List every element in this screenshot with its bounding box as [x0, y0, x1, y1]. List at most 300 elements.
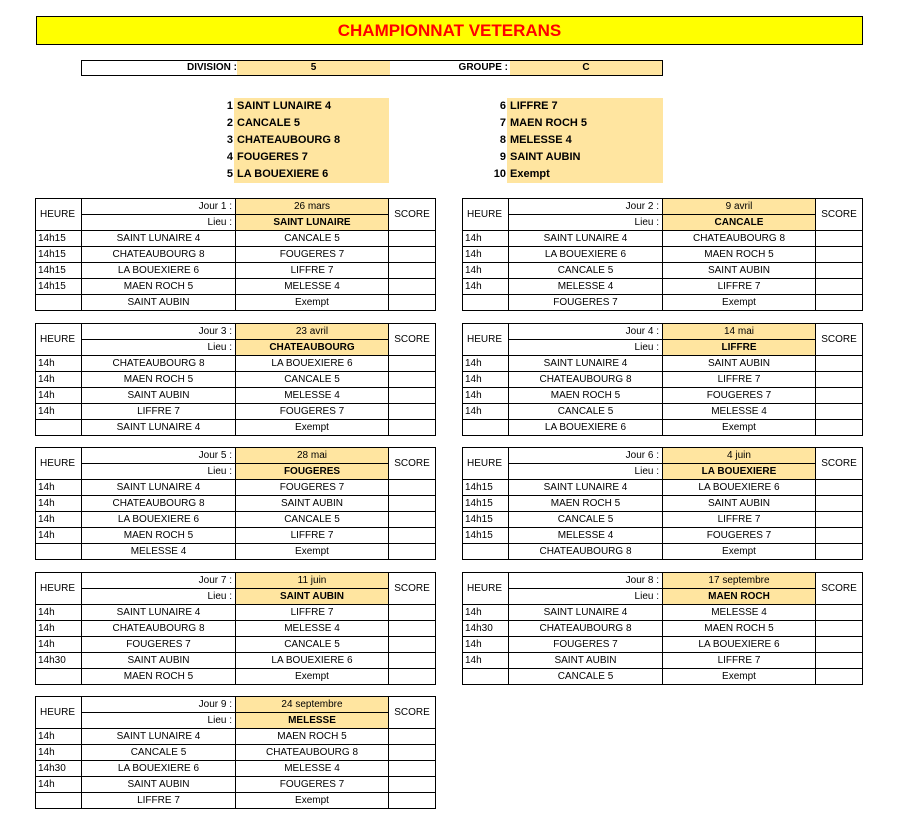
- match-home-team: LA BOUEXIERE 6: [82, 512, 236, 528]
- score-header: SCORE: [389, 573, 436, 605]
- match-time: 14h15: [36, 247, 82, 263]
- round-table-8: [462, 572, 863, 685]
- match-home-team: FOUGERES 7: [82, 637, 236, 653]
- match-time: [463, 669, 509, 685]
- match-row: [36, 420, 436, 436]
- match-row: [463, 669, 863, 685]
- match-home-team: SAINT LUNAIRE 4: [82, 605, 236, 621]
- match-score: [389, 729, 436, 745]
- match-score: [816, 263, 863, 279]
- team-name: MAEN ROCH 5: [507, 115, 663, 132]
- match-home-team: MAEN ROCH 5: [509, 496, 663, 512]
- heure-header: HEURE: [463, 324, 509, 356]
- match-score: [389, 605, 436, 621]
- groupe-value: C: [510, 61, 662, 75]
- match-away-team: SAINT AUBIN: [663, 496, 816, 512]
- round-date: 17 septembre: [663, 573, 816, 589]
- team-number: 8: [499, 134, 506, 146]
- match-home-team: CHATEAUBOURG 8: [82, 247, 236, 263]
- match-score: [389, 777, 436, 793]
- match-row: [463, 605, 863, 621]
- match-time: 14h: [463, 279, 509, 295]
- jour-label: Jour 6 :: [509, 448, 663, 464]
- score-header: SCORE: [389, 448, 436, 480]
- match-home-team: SAINT AUBIN: [82, 388, 236, 404]
- team-number: 7: [499, 117, 506, 129]
- score-header: SCORE: [389, 324, 436, 356]
- round-table-7: [35, 572, 436, 685]
- match-time: 14h15: [36, 231, 82, 247]
- lieu-label: Lieu :: [82, 713, 236, 729]
- match-time: 14h30: [36, 653, 82, 669]
- match-score: [816, 512, 863, 528]
- match-row: [463, 247, 863, 263]
- match-score: [389, 793, 436, 809]
- match-away-team: LIFFRE 7: [663, 372, 816, 388]
- team-name: SAINT AUBIN: [507, 149, 663, 166]
- match-away-team: Exempt: [236, 669, 389, 685]
- match-away-team: SAINT AUBIN: [663, 263, 816, 279]
- team-number: 10: [493, 168, 506, 180]
- match-home-team: CHATEAUBOURG 8: [509, 372, 663, 388]
- match-home-team: CANCALE 5: [82, 745, 236, 761]
- match-time: 14h: [36, 356, 82, 372]
- match-away-team: FOUGERES 7: [236, 404, 389, 420]
- match-home-team: CHATEAUBOURG 8: [82, 356, 236, 372]
- team-number: 5: [226, 168, 233, 180]
- match-home-team: SAINT LUNAIRE 4: [509, 356, 663, 372]
- match-time: 14h: [36, 404, 82, 420]
- heure-header: HEURE: [463, 573, 509, 605]
- match-away-team: LA BOUEXIERE 6: [663, 480, 816, 496]
- match-row: [36, 761, 436, 777]
- match-time: 14h: [36, 745, 82, 761]
- match-row: [36, 669, 436, 685]
- match-score: [389, 480, 436, 496]
- match-away-team: LIFFRE 7: [236, 528, 389, 544]
- team-number: 2: [226, 117, 233, 129]
- match-row: [36, 372, 436, 388]
- jour-label: Jour 7 :: [82, 573, 236, 589]
- round-table-4: [462, 323, 863, 436]
- match-score: [816, 544, 863, 560]
- team-list-right: [492, 98, 663, 184]
- match-row: [36, 295, 436, 311]
- round-date: 14 mai: [663, 324, 816, 340]
- match-time: 14h: [36, 528, 82, 544]
- match-score: [389, 637, 436, 653]
- match-time: 14h: [463, 356, 509, 372]
- match-away-team: MELESSE 4: [236, 388, 389, 404]
- match-score: [389, 388, 436, 404]
- jour-label: Jour 9 :: [82, 697, 236, 713]
- team-number: 6: [499, 100, 506, 112]
- match-time: [463, 420, 509, 436]
- score-header: SCORE: [389, 697, 436, 729]
- match-home-team: MELESSE 4: [509, 528, 663, 544]
- match-home-team: CHATEAUBOURG 8: [82, 496, 236, 512]
- match-time: 14h30: [36, 761, 82, 777]
- match-time: 14h15: [36, 263, 82, 279]
- lieu-label: Lieu :: [82, 464, 236, 480]
- match-time: 14h: [36, 512, 82, 528]
- match-home-team: CHATEAUBOURG 8: [509, 621, 663, 637]
- match-score: [389, 372, 436, 388]
- match-home-team: SAINT LUNAIRE 4: [509, 480, 663, 496]
- match-away-team: FOUGERES 7: [663, 528, 816, 544]
- match-score: [389, 247, 436, 263]
- match-time: 14h: [463, 263, 509, 279]
- match-time: 14h15: [463, 512, 509, 528]
- match-row: [36, 480, 436, 496]
- match-score: [389, 295, 436, 311]
- match-score: [389, 279, 436, 295]
- round-venue: LIFFRE: [663, 340, 816, 356]
- match-away-team: FOUGERES 7: [236, 480, 389, 496]
- match-away-team: LIFFRE 7: [236, 263, 389, 279]
- match-home-team: MAEN ROCH 5: [82, 528, 236, 544]
- match-row: [36, 231, 436, 247]
- match-home-team: SAINT LUNAIRE 4: [509, 605, 663, 621]
- match-score: [389, 263, 436, 279]
- match-score: [389, 669, 436, 685]
- page-title: CHAMPIONNAT VETERANS: [36, 16, 863, 45]
- match-score: [389, 528, 436, 544]
- lieu-label: Lieu :: [509, 215, 663, 231]
- match-row: [36, 388, 436, 404]
- match-away-team: CANCALE 5: [236, 637, 389, 653]
- match-row: [463, 528, 863, 544]
- match-score: [389, 745, 436, 761]
- heure-header: HEURE: [463, 199, 509, 231]
- score-header: SCORE: [816, 324, 863, 356]
- match-row: [463, 279, 863, 295]
- team-name: FOUGERES 7: [234, 149, 389, 166]
- team-number: 9: [499, 151, 506, 163]
- match-row: [463, 295, 863, 311]
- match-time: 14h: [463, 247, 509, 263]
- match-row: [36, 777, 436, 793]
- match-away-team: LIFFRE 7: [663, 512, 816, 528]
- match-score: [816, 231, 863, 247]
- score-header: SCORE: [816, 448, 863, 480]
- match-row: [36, 793, 436, 809]
- team-name: SAINT LUNAIRE 4: [234, 98, 389, 115]
- match-away-team: Exempt: [236, 420, 389, 436]
- match-time: [463, 295, 509, 311]
- match-row: [36, 653, 436, 669]
- match-time: 14h: [36, 637, 82, 653]
- lieu-label: Lieu :: [509, 589, 663, 605]
- match-home-team: CHATEAUBOURG 8: [82, 621, 236, 637]
- match-home-team: SAINT AUBIN: [82, 777, 236, 793]
- match-score: [816, 653, 863, 669]
- match-score: [816, 247, 863, 263]
- match-away-team: CHATEAUBOURG 8: [236, 745, 389, 761]
- team-list-left: [219, 98, 389, 184]
- match-row: [463, 637, 863, 653]
- match-row: [36, 637, 436, 653]
- team-name: Exempt: [507, 166, 663, 183]
- match-away-team: LA BOUEXIERE 6: [663, 637, 816, 653]
- match-time: 14h: [463, 388, 509, 404]
- match-row: [36, 729, 436, 745]
- match-score: [389, 512, 436, 528]
- jour-label: Jour 8 :: [509, 573, 663, 589]
- team-name: LA BOUEXIERE 6: [234, 166, 389, 183]
- heure-header: HEURE: [36, 199, 82, 231]
- match-home-team: LA BOUEXIERE 6: [82, 263, 236, 279]
- round-table-3: [35, 323, 436, 436]
- match-home-team: MAEN ROCH 5: [82, 669, 236, 685]
- match-score: [389, 761, 436, 777]
- jour-label: Jour 3 :: [82, 324, 236, 340]
- round-table-6: [462, 447, 863, 560]
- round-date: 28 mai: [236, 448, 389, 464]
- lieu-label: Lieu :: [509, 340, 663, 356]
- round-venue: SAINT AUBIN: [236, 589, 389, 605]
- groupe-label: GROUPE :: [458, 62, 508, 73]
- match-row: [36, 544, 436, 560]
- match-score: [389, 621, 436, 637]
- match-home-team: CANCALE 5: [509, 404, 663, 420]
- heure-header: HEURE: [36, 573, 82, 605]
- lieu-label: Lieu :: [82, 589, 236, 605]
- match-home-team: CANCALE 5: [509, 512, 663, 528]
- round-venue: CHATEAUBOURG: [236, 340, 389, 356]
- match-home-team: LA BOUEXIERE 6: [509, 247, 663, 263]
- match-score: [816, 605, 863, 621]
- score-header: SCORE: [389, 199, 436, 231]
- match-away-team: MELESSE 4: [663, 605, 816, 621]
- match-home-team: MAEN ROCH 5: [509, 388, 663, 404]
- match-row: [463, 356, 863, 372]
- match-score: [816, 356, 863, 372]
- match-score: [816, 621, 863, 637]
- match-row: [463, 372, 863, 388]
- round-table-5: [35, 447, 436, 560]
- match-time: 14h: [463, 653, 509, 669]
- match-home-team: SAINT LUNAIRE 4: [82, 729, 236, 745]
- match-away-team: CANCALE 5: [236, 372, 389, 388]
- match-away-team: MELESSE 4: [236, 761, 389, 777]
- match-away-team: FOUGERES 7: [236, 777, 389, 793]
- team-number: 3: [226, 134, 233, 146]
- round-date: 11 juin: [236, 573, 389, 589]
- match-time: 14h: [36, 729, 82, 745]
- match-time: 14h: [463, 637, 509, 653]
- match-time: 14h30: [463, 621, 509, 637]
- match-row: [463, 496, 863, 512]
- match-away-team: Exempt: [236, 793, 389, 809]
- match-score: [389, 404, 436, 420]
- match-row: [36, 621, 436, 637]
- match-away-team: Exempt: [663, 544, 816, 560]
- match-home-team: SAINT LUNAIRE 4: [82, 480, 236, 496]
- match-row: [36, 528, 436, 544]
- match-away-team: MAEN ROCH 5: [663, 247, 816, 263]
- match-score: [816, 420, 863, 436]
- team-number: 1: [226, 100, 233, 112]
- match-time: 14h: [463, 605, 509, 621]
- match-score: [389, 653, 436, 669]
- match-score: [389, 420, 436, 436]
- match-away-team: LA BOUEXIERE 6: [236, 356, 389, 372]
- match-row: [36, 512, 436, 528]
- round-date: 24 septembre: [236, 697, 389, 713]
- match-score: [816, 388, 863, 404]
- match-home-team: SAINT AUBIN: [82, 653, 236, 669]
- match-row: [463, 388, 863, 404]
- match-time: 14h: [36, 605, 82, 621]
- match-away-team: FOUGERES 7: [663, 388, 816, 404]
- round-venue: SAINT LUNAIRE: [236, 215, 389, 231]
- match-row: [463, 621, 863, 637]
- match-row: [36, 263, 436, 279]
- match-row: [36, 404, 436, 420]
- team-name: MELESSE 4: [507, 132, 663, 149]
- match-home-team: CHATEAUBOURG 8: [509, 544, 663, 560]
- round-date: 4 juin: [663, 448, 816, 464]
- jour-label: Jour 2 :: [509, 199, 663, 215]
- round-date: 9 avril: [663, 199, 816, 215]
- match-row: [463, 404, 863, 420]
- match-away-team: CANCALE 5: [236, 231, 389, 247]
- match-time: 14h: [36, 372, 82, 388]
- match-score: [816, 480, 863, 496]
- match-time: 14h15: [463, 496, 509, 512]
- match-time: 14h: [36, 777, 82, 793]
- match-home-team: LA BOUEXIERE 6: [82, 761, 236, 777]
- match-home-team: SAINT AUBIN: [509, 653, 663, 669]
- match-score: [389, 231, 436, 247]
- round-venue: MAEN ROCH: [663, 589, 816, 605]
- match-time: [36, 793, 82, 809]
- division-label: DIVISION :: [186, 62, 237, 73]
- jour-label: Jour 4 :: [509, 324, 663, 340]
- team-name: LIFFRE 7: [507, 98, 663, 115]
- match-home-team: FOUGERES 7: [509, 637, 663, 653]
- lieu-label: Lieu :: [82, 340, 236, 356]
- match-time: 14h15: [463, 480, 509, 496]
- match-score: [816, 528, 863, 544]
- lieu-label: Lieu :: [82, 215, 236, 231]
- match-home-team: SAINT AUBIN: [82, 295, 236, 311]
- match-time: 14h15: [36, 279, 82, 295]
- match-away-team: Exempt: [236, 295, 389, 311]
- team-name: CHATEAUBOURG 8: [234, 132, 389, 149]
- match-time: 14h: [463, 231, 509, 247]
- match-score: [389, 544, 436, 560]
- round-table-1: [35, 198, 436, 311]
- heure-header: HEURE: [36, 324, 82, 356]
- round-venue: LA BOUEXIERE: [663, 464, 816, 480]
- round-date: 26 mars: [236, 199, 389, 215]
- match-away-team: SAINT AUBIN: [236, 496, 389, 512]
- match-score: [389, 356, 436, 372]
- match-time: [36, 544, 82, 560]
- jour-label: Jour 5 :: [82, 448, 236, 464]
- match-row: [463, 653, 863, 669]
- heure-header: HEURE: [463, 448, 509, 480]
- match-time: 14h: [36, 388, 82, 404]
- match-row: [463, 480, 863, 496]
- match-home-team: MAEN ROCH 5: [82, 372, 236, 388]
- match-home-team: CANCALE 5: [509, 669, 663, 685]
- match-row: [463, 512, 863, 528]
- heure-header: HEURE: [36, 697, 82, 729]
- match-time: 14h: [36, 621, 82, 637]
- match-home-team: CANCALE 5: [509, 263, 663, 279]
- match-away-team: Exempt: [663, 669, 816, 685]
- match-score: [389, 496, 436, 512]
- match-time: 14h15: [463, 528, 509, 544]
- match-away-team: MAEN ROCH 5: [663, 621, 816, 637]
- match-away-team: MELESSE 4: [663, 404, 816, 420]
- match-away-team: LA BOUEXIERE 6: [236, 653, 389, 669]
- match-home-team: FOUGERES 7: [509, 295, 663, 311]
- match-away-team: LIFFRE 7: [236, 605, 389, 621]
- match-score: [816, 295, 863, 311]
- match-away-team: SAINT AUBIN: [663, 356, 816, 372]
- match-score: [816, 404, 863, 420]
- match-away-team: Exempt: [663, 295, 816, 311]
- match-score: [816, 372, 863, 388]
- round-venue: MELESSE: [236, 713, 389, 729]
- match-score: [816, 279, 863, 295]
- match-row: [36, 279, 436, 295]
- jour-label: Jour 1 :: [82, 199, 236, 215]
- match-away-team: FOUGERES 7: [236, 247, 389, 263]
- round-venue: CANCALE: [663, 215, 816, 231]
- match-time: 14h: [463, 372, 509, 388]
- match-away-team: MAEN ROCH 5: [236, 729, 389, 745]
- division-groupe-row: [81, 60, 663, 76]
- match-row: [36, 356, 436, 372]
- match-home-team: LA BOUEXIERE 6: [509, 420, 663, 436]
- match-away-team: MELESSE 4: [236, 621, 389, 637]
- division-value: 5: [237, 61, 390, 75]
- team-name: CANCALE 5: [234, 115, 389, 132]
- match-home-team: MAEN ROCH 5: [82, 279, 236, 295]
- match-home-team: SAINT LUNAIRE 4: [82, 420, 236, 436]
- match-score: [816, 637, 863, 653]
- round-table-9: [35, 696, 436, 809]
- match-home-team: LIFFRE 7: [82, 404, 236, 420]
- match-home-team: MELESSE 4: [82, 544, 236, 560]
- match-row: [463, 263, 863, 279]
- match-away-team: LIFFRE 7: [663, 279, 816, 295]
- match-home-team: LIFFRE 7: [82, 793, 236, 809]
- match-away-team: CANCALE 5: [236, 512, 389, 528]
- match-row: [463, 420, 863, 436]
- match-away-team: Exempt: [663, 420, 816, 436]
- match-away-team: Exempt: [236, 544, 389, 560]
- match-row: [36, 745, 436, 761]
- score-header: SCORE: [816, 199, 863, 231]
- match-time: [36, 669, 82, 685]
- round-table-2: [462, 198, 863, 311]
- match-score: [816, 496, 863, 512]
- match-away-team: CHATEAUBOURG 8: [663, 231, 816, 247]
- match-away-team: LIFFRE 7: [663, 653, 816, 669]
- match-row: [463, 544, 863, 560]
- team-number: 4: [226, 151, 233, 163]
- match-away-team: MELESSE 4: [236, 279, 389, 295]
- round-date: 23 avril: [236, 324, 389, 340]
- match-time: [36, 295, 82, 311]
- match-time: 14h: [463, 404, 509, 420]
